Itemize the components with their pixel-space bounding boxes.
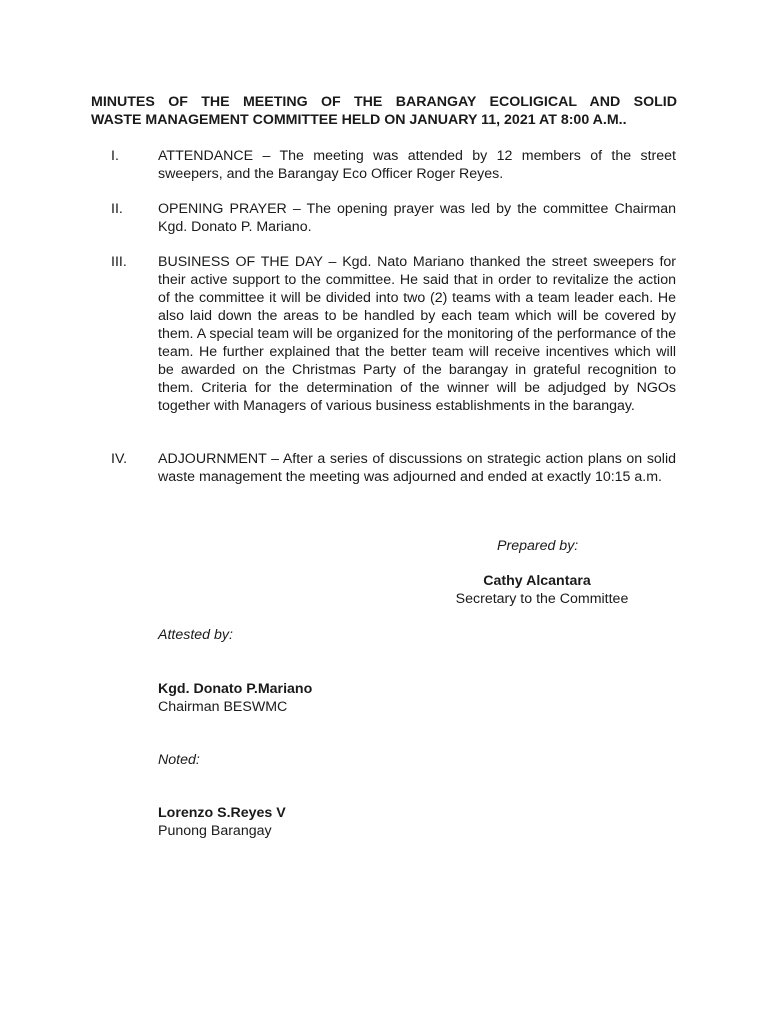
section-numeral: I.	[111, 148, 119, 164]
section-numeral: IV.	[111, 451, 128, 467]
section-numeral: III.	[111, 254, 127, 270]
preparer-position: Secretary to the Committee	[455, 591, 629, 607]
section-text: OPENING PRAYER – The opening prayer was led by the committee Chairman Kgd. Donato P. Mariano.	[158, 201, 676, 235]
noter-name: Lorenzo S.Reyes V	[158, 805, 286, 821]
attested-by-label: Attested by:	[158, 627, 233, 643]
section-numeral: II.	[111, 201, 123, 217]
attester-name: Kgd. Donato P.Mariano	[158, 681, 313, 697]
attester-position: Chairman BESWMC	[158, 699, 288, 715]
section-text: BUSINESS OF THE DAY – Kgd. Nato Mariano thanked the street sweepers for their active support to the committee. He said that in order to revitalize the action of the committee it will be divided into two (2) teams with a team leader each. He also laid down the areas to be handled by each team which will be covered by them. A special team will be organized for the monitoring of the performance of the team. He further explained that the better team will receive incentives which will be awarded on the Christmas Party of the barangay in grateful recognition to them. Criteria for the determination of the winner will be adjudged by NGOs together with Managers of various business establishments in the barangay.	[158, 254, 676, 414]
noter-position: Punong Barangay	[158, 823, 272, 839]
document-title	[91, 93, 677, 129]
section-text: ATTENDANCE – The meeting was attended by 12 members of the street sweepers, and the Barangay Eco Officer Roger Reyes.	[158, 148, 676, 182]
title-line-1: MINUTES OF THE MEETING OF THE BARANGAY ECOLIGICAL AND SOLID	[91, 94, 677, 110]
section-text: ADJOURNMENT – After a series of discussions on strategic action plans on solid waste management the meeting was adjourned and ended at exactly 10:15 a.m.	[158, 451, 676, 485]
title-line-2: WASTE MANAGEMENT COMMITTEE HELD ON JANUARY 11, 2021 AT 8:00 A.M..	[91, 112, 627, 128]
preparer-name: Cathy Alcantara	[483, 573, 591, 589]
prepared-by-label: Prepared by:	[497, 538, 579, 554]
noted-label: Noted:	[158, 752, 200, 768]
